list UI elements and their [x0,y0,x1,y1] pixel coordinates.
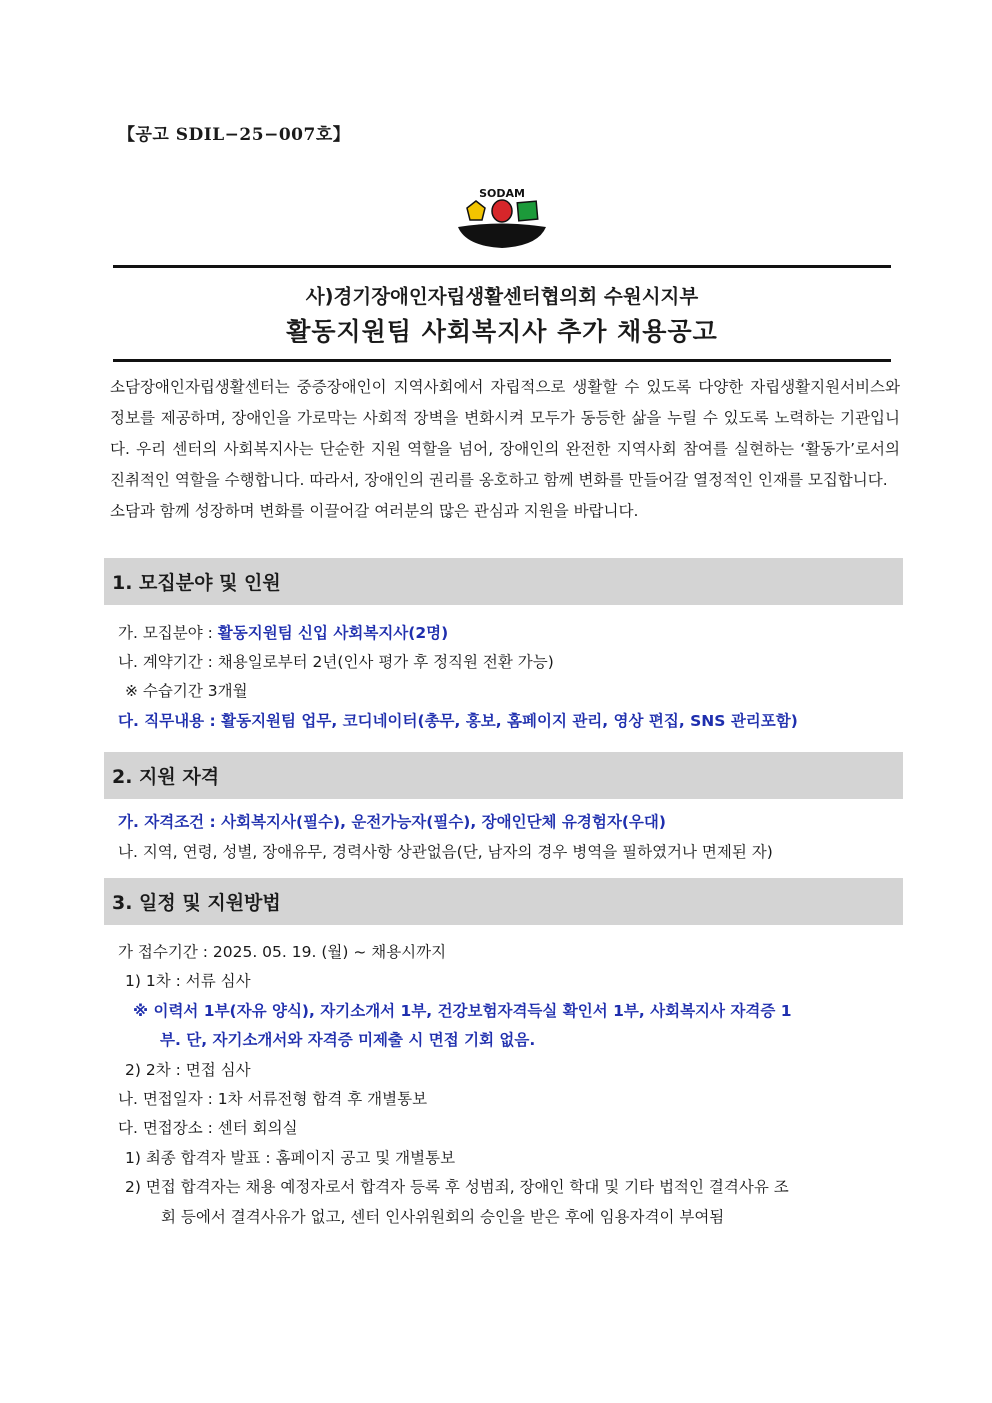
application-period: 가 접수기간 : 2025. 05. 19. (월) ~ 채용시까지 [118,943,447,961]
logo-green-square [517,201,537,221]
page-title: 활동지원팀 사회복지사 추가 채용공고 [286,317,718,346]
qualification: 가. 자격조건 : 사회복지사(필수), 운전가능자(필수), 장애인단체 유경험자(우대) [118,813,666,831]
section-title: 1. 모집분야 및 인원 [112,572,281,594]
probation-note: ※ 수습기간 3개월 [125,682,248,700]
final-announcement: 1) 최종 합격자 발표 : 홈페이지 공고 및 개별통보 [125,1149,456,1167]
recruit-field-value: 활동지원팀 신입 사회복지사(2명) [217,624,449,642]
bottom-rule [113,359,891,362]
logo-yellow-pentagon [467,201,485,220]
interview-date: 나. 면접일자 : 1차 서류전형 합격 후 개별통보 [118,1090,428,1108]
notice-number: 【공고 SDIL−25−007호】 [118,125,351,145]
organization-name: 사)경기장애인자립생활센터협의회 수원시지부 [305,285,699,308]
logo-red-circle [492,200,512,222]
top-rule [113,265,891,268]
recruit-field-label: 가. 모집분야 : [118,624,218,642]
step-document-screening: 1) 1차 : 서류 심사 [125,972,251,990]
logo-text: SODAM [479,187,525,200]
required-documents: ※ 이력서 1부(자유 양식), 자기소개서 1부, 건강보험자격득실 확인서 1부, 사회복지사 자격증 1 [133,1002,792,1020]
step-interview: 2) 2차 : 면접 심사 [125,1061,251,1079]
section-heading [104,752,903,799]
intro [110,372,900,527]
intro-paragraph: 소담과 함께 성장하며 변화를 이끌어갈 여러분의 많은 관심과 지원을 바랍니다. [110,502,639,520]
recruit-field [118,621,448,643]
logo-bowl [458,224,546,249]
intro-paragraph: 소담장애인자립생활센터는 중증장애인이 지역사회에서 자립적으로 생활할 수 있도록 다양한 자립생활지원서비스와 정보를 제공하며, 장애인을 가로막는 사회적 장벽을 변화시켜 모두가 동등한 삶을 누릴 수 있도록 노력하는 기관입니다. 우리 센터의 사회복지사는 단순한 지원 역할을 넘어, 장애인의 완전한 지역사회 참여를 실현하는 ‘활동가’로서의 진취적인 역할을 수행합니다. 따라서, 장애인의 권리를 옹호하고 함께 변화를 만들어갈 열정적인 인재를 모집합니다. [110,378,900,489]
final-condition: 2) 면접 합격자는 채용 예정자로서 합격자 등록 후 성범죄, 장애인 학대 및 기타 법적인 결격사유 조 [125,1178,789,1196]
section-heading [104,878,903,925]
job-duty: 다. 직무내용 : 활동지원팀 업무, 코디네이터(총무, 홍보, 홈페이지 관리, 영상 편집, SNS 관리포함) [118,712,798,730]
no-restriction: 나. 지역, 연령, 성별, 장애유무, 경력사항 상관없음(단, 남자의 경우 병역을 필하였거나 면제된 자) [118,843,773,861]
section-title: 2. 지원 자격 [112,766,220,788]
required-documents-cont: 부. 단, 자기소개서와 자격증 미제출 시 면접 기회 없음. [160,1031,536,1049]
section-heading [104,558,903,605]
sodam-logo [452,184,552,252]
section-title: 3. 일정 및 지원방법 [112,892,281,914]
final-condition-cont: 회 등에서 결격사유가 없고, 센터 인사위원회의 승인을 받은 후에 임용자격이 부여됨 [161,1208,725,1226]
interview-place: 다. 면접장소 : 센터 회의실 [118,1119,298,1137]
contract-period: 나. 계약기간 : 채용일로부터 2년(인사 평가 후 정직원 전환 가능) [118,653,554,671]
